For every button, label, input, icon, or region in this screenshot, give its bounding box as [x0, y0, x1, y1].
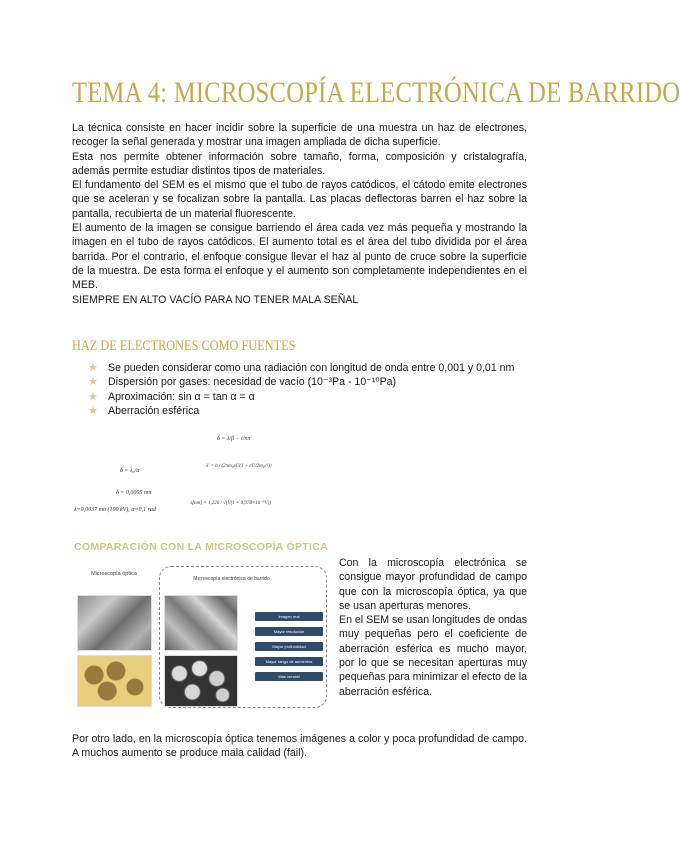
star-icon: ★: [88, 404, 98, 417]
section-heading-comparison: COMPARACIÓN CON LA MICROSCOPÍA ÓPTICA: [74, 541, 328, 553]
formula-block: [72, 432, 472, 522]
intro-paragraph: El aumento de la imagen se consigue barriendo el área cada vez más pequeña y mostrando la imagen en el tubo de rayos catódicos. El aumento total es el área del tubo dividida por el área barrida. Por el contrario, el enfoque consigue llevar el haz al punto de cruce sobre la superficie de la muestra. De esta forma el enfoque y el aumento son completamente independientes en el MEB.: [72, 222, 527, 292]
bullet-list: [88, 361, 528, 418]
formula: λ[nm] = 1,226 / √(V(1 + 0,978×10⁻⁶V)): [190, 501, 272, 506]
intro-paragraph: SIEMPRE EN ALTO VACÍO PARA NO TENER MALA SEÑAL: [72, 293, 359, 306]
formula: λ' = h / (2πm₀eU(1 + eU/2m₀c²)): [206, 464, 272, 469]
feature-label: Más versátil: [255, 672, 323, 681]
optical-micrograph-gray: [77, 595, 152, 651]
intro-text: [72, 121, 527, 307]
comparison-text: [339, 556, 527, 699]
bullet-item: ★ Aproximación: sin α = tan α = α: [88, 390, 255, 403]
sem-micrograph-surface: [164, 595, 238, 651]
section-heading-electron-beam: HAZ DE ELECTRONES COMO FUENTES: [72, 338, 296, 354]
feature-label: Mayor profundidad: [255, 642, 323, 651]
star-icon: ★: [88, 376, 98, 389]
bullet-item: ★ Aberración esférica: [88, 404, 200, 417]
formula: δ = 0,0005 nm: [116, 490, 152, 496]
star-icon: ★: [88, 362, 98, 374]
sem-micrograph-pollen: [164, 655, 238, 707]
comparison-paragraph: En el SEM se usan longitudes de ondas muy pequeñas pero el coeficiente de aberración esférica es mucho mayor, por lo que se necesitan aperturas muy pequeñas para minimizar el efecto de la aberración esférica.: [339, 614, 527, 698]
figure-panel-title: Microscopía electrónica de barrido: [193, 576, 270, 582]
intro-paragraph: Esta nos permite obtener información sobre tamaño, forma, composición y cristalografía, además permite estudiar distintos tipos de materiales.: [72, 150, 527, 177]
feature-label: Mayor rango de aumentos: [255, 657, 323, 666]
formula: δ = λ/β − t/nπ: [217, 436, 251, 442]
star-icon: ★: [88, 390, 98, 403]
page-title: TEMA 4: MICROSCOPÍA ELECTRÓNICA DE BARRIDO: [72, 76, 680, 109]
closing-text: [72, 732, 527, 761]
bullet-item: ★ Dispersión por gases: necesidad de vacío (10⁻³Pa - 10⁻¹⁰Pa): [88, 376, 397, 389]
optical-micrograph-pollen: [77, 655, 152, 707]
figure-left-title: Microscopía óptica: [91, 571, 137, 577]
closing-paragraph: Por otro lado, en la microscopía óptica tenemos imágenes a color y poca profundidad de campo. A muchos aumento se produce mala calidad (fail).: [72, 733, 527, 760]
bullet-item: ★ Se pueden considerar como una radiación con longitud de onda entre 0,001 y 0,01 nm: [88, 362, 515, 374]
comparison-figure: [74, 563, 328, 711]
intro-paragraph: La técnica consiste en hacer incidir sobre la superficie de una muestra un haz de electrones, recoger la señal generada y mostrar una imagen ampliada de dicha superficie.: [72, 122, 527, 149]
formula: δ = λ₀/α: [120, 468, 140, 474]
formula: λ=0,0037 nm (100 kV), α=0,1 rad: [74, 507, 156, 513]
intro-paragraph: El fundamento del SEM es el mismo que el tubo de rayos catódicos, el cátodo emite electrones que se aceleran y se focalizan sobre la pantalla. Las placas deflectoras barren el haz sobre la pantalla, recubierta de un material fluorescente.: [72, 179, 527, 220]
comparison-paragraph: Con la microscopía electrónica se consigue mayor profundidad de campo que con la microscopía óptica, ya que se usan aperturas menores.: [339, 557, 527, 612]
feature-label: Mayor resolución: [255, 627, 323, 636]
feature-label: Imagen real: [255, 612, 323, 621]
